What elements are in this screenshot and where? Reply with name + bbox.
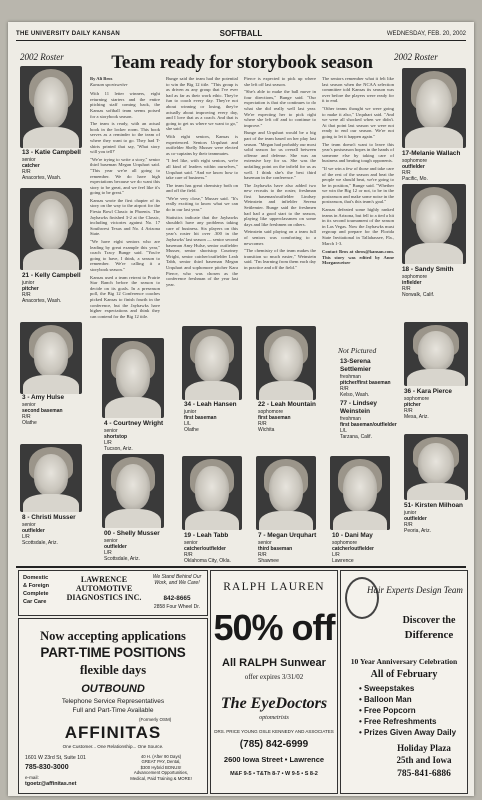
section-name: SOFTBALL (219, 29, 263, 38)
jobs-sub2: Full and Part-Time Available (72, 707, 154, 714)
affinitas-benefits: 40 H. (After 90 Days) GREAT PAY, Dental, $300 Hybrid BONUS! Advancement Opportunities, Medical, Paid Training & MORE! (130, 754, 192, 781)
photo-leah-hansen (182, 326, 242, 400)
caption-leah-mountain: 22 - Leah Mountain sophomore first baseman R/R Wichita (258, 401, 316, 433)
photo-dani-may (330, 456, 390, 530)
ad-affinitas-jobs (18, 618, 208, 794)
auto-address: 2858 Four Wheel Dr. (153, 604, 201, 610)
hair-anniversary: 10 Year Anniversary Celebration (350, 657, 458, 666)
photo-amy-hulse (20, 322, 82, 394)
newspaper-page (8, 22, 474, 796)
caption-katie-campbell: 13 - Katie Campbell senior catcher R/R Anacortes, Wash. (22, 149, 81, 181)
caption-kelly-campbell: 21 - Kelly Campbell junior pitcher R/R Anacortes, Wash. (22, 272, 81, 304)
eyedoctors-phone: (785) 842-6999 (239, 739, 309, 750)
auto-slogan: We Stand Behind Our Work, and We Care! (152, 574, 202, 586)
caption-shelly-musser: 00 - Shelly Musser senior outfielder L/R Scottsdale, Ariz. (104, 530, 160, 562)
hair-tag1: Discover the (402, 615, 456, 626)
jobs-line3: flexible days (79, 663, 147, 677)
not-pictured-label: Not Pictured (338, 346, 377, 355)
photo-christi-musser (20, 444, 82, 512)
eyedoctors-docs: DRS. PRICE YOUNG OSLE KENNEDY AND ASSOCIATES (214, 729, 334, 734)
ad-lawrence-automotive (18, 570, 208, 616)
roster-label-right: 2002 Roster (394, 52, 438, 62)
hair-item: • Free Refreshments (359, 717, 437, 726)
hair-brand: Hair Experts Design Team (367, 585, 463, 595)
photo-leah-mountain (256, 326, 316, 400)
hair-item: • Free Popcorn (359, 706, 416, 715)
jobs-sub: Telephone Service Representatives (61, 698, 165, 705)
caption-amy-hulse: 3 - Amy Hulse senior second baseman R/R Olathe (22, 394, 65, 426)
hair-item: • Sweepstakes (359, 684, 415, 693)
caption-sandy-smith: 18 - Sandy Smith sophomore infielder R/R Norwalk, Calif. (402, 266, 454, 298)
issue-date: WEDNESDAY, FEB. 20, 2002 (386, 31, 466, 37)
photo-megan-urquhart (256, 456, 316, 530)
affinitas-tagline: One Customer... One Relationship... One Source. (62, 744, 164, 749)
caption-kara-pierce: 36 - Kara Pierce sophomore pitcher R/R Mesa, Ariz. (404, 388, 452, 420)
eyedoctors-logo: The EyeDoctors (220, 695, 328, 712)
paper-name: THE UNIVERSITY DAILY KANSAN (16, 31, 121, 37)
ralph-line: All RALPH Sunwear (222, 657, 326, 669)
section-divider (16, 566, 466, 568)
auto-phone: 842-8665 (163, 595, 191, 602)
hair-phone: 785-841-6886 (397, 769, 451, 779)
caption-melanie-wallach: 17-Melanie Wallach sophomore outfielder R/R Pacific, Mo. (402, 150, 461, 182)
hair-month: All of February (370, 669, 438, 680)
caption-kirsten-milhoan: 51- Kirsten Milhoan junior outfielder R/R Peoria, Ariz. (404, 502, 463, 534)
eyedoctors-address: 2600 Iowa Street • Lawrence (223, 755, 325, 764)
caption-dani-may: 10 - Dani May sophomore catcher/outfielder L/R Lawrence (332, 532, 374, 564)
hair-tag2: Difference (404, 629, 454, 641)
photo-kelly-campbell (20, 188, 82, 270)
hair-item: • Balloon Man (359, 695, 412, 704)
article-column-2: Bunge said the team had the potential to win the Big 12 title. "This group is as driven as any group that I've ever had as far as their work ethic. They're fun to coach every day. They're not about winning or losing, they're actually about improving every day, and I love that as a coach. And that is going to get us where we want to go," she said. With eight seniors, Kansas is experienced. Seniors Urquhart and outfielder Shelly Musser were elected as co-captains by their teammates. "I feel like, with eight seniors, we're all kind of leaders within ourselves," Urquhart said. "And we know how to take care of business." The team has great chemistry both on and off the field. "We're very close," Musser said. "It's really exciting to know what we can do in our last year." Statistics indicate that the Jayhawks shouldn't have any problems taking care of business. Six players on this year's roster hit over .300 in the Jayhawks' last season — senior second baseman Amy Hulse, senior outfielder Musser, senior shortstop Courtney Wright, senior catcher/outfielder Leah Tabb, senior third baseman Megan Urquhart and sophomore pitcher Kara Pierce, who was chosen as the conference freshman of the year last year. (166, 76, 238, 287)
jobs-line2: PART-TIME POSITIONS (40, 645, 186, 660)
ralph-brand: RALPH LAUREN (223, 581, 325, 593)
hair-items (359, 683, 456, 738)
auto-services: Domestic & Foreign Complete Car Care (23, 575, 50, 605)
affinitas-email-label: e-mail: (25, 775, 39, 780)
photo-kirsten-milhoan (404, 434, 468, 500)
hair-item: • Prizes Given Away Daily (359, 728, 457, 737)
eyedoctors-sub: optometrists (259, 715, 289, 721)
affinitas-phone: 785-830-3000 (25, 764, 69, 771)
caption-leah-hansen: 34 - Leah Hansen junior first baseman L/L Olathe (184, 401, 237, 433)
caption-serena-settlemier: 13-Serena Settlemier freshman pitcher/first baseman R/R Kelso, Wash. (340, 358, 391, 398)
photo-sandy-smith (402, 184, 466, 264)
caption-leah-tabb: 19 - Leah Tabb senior catcher/outfielder R/R Oklahoma City, Okla. (184, 532, 231, 564)
caption-courtney-wright: 4 - Courtney Wright senior shortstop L/R Tucson, Ariz. (104, 420, 164, 452)
photo-courtney-wright (102, 338, 164, 418)
hair-experts-logo-swirl (345, 577, 379, 619)
caption-christi-musser: 8 - Christi Musser senior outfielder L/R Scottsdale, Ariz. (22, 514, 76, 546)
ad-hair-experts (340, 570, 468, 794)
roster-label-left: 2002 Roster (20, 52, 64, 62)
auto-name: LAWRENCE AUTOMOTIVE DIAGNOSTICS INC. (66, 575, 142, 602)
eyedoctors-hours: M&F 9-5 • T&Th 8-7 • W 9-5 • S 8-2 (230, 771, 318, 777)
affinitas-address: 1601 W 23rd St, Suite 101 (25, 755, 86, 761)
caption-lindsey-weinstein: 77 - Lindsey Weinstein freshman first baseman/outfielder L/L Tarzana, Calif. (340, 400, 397, 440)
affinitas-email: tgoetz@affinitas.net (25, 781, 77, 787)
hair-location1: Holiday Plaza (397, 743, 451, 753)
byline-name: By Ali Bros (90, 76, 113, 81)
hair-location2: 25th and Iowa (396, 755, 452, 765)
ad-ralph-lauren (210, 570, 338, 794)
photo-kara-pierce (404, 322, 468, 386)
jobs-formerly: (Formerly OSM) (139, 717, 172, 722)
page-header (16, 28, 466, 41)
photo-katie-campbell (20, 66, 82, 148)
headline: Team ready for storybook season (111, 52, 373, 73)
caption-megan-urquhart: 7 - Megan Urquhart senior third baseman R/R Shawnee (258, 532, 317, 564)
byline-title: Kansan sportswriter (90, 81, 128, 87)
jobs-brand: OUTBOUND (81, 683, 145, 695)
ralph-expires: offer expires 3/31/02 (244, 673, 304, 681)
article-column-3: Pierce is expected to pick up where she left off last season. "She's able to make the ball move in four directions," Bunge said. "Our expectation is that she continues to do what she did really well last year. We're expecting her to pick right where she left off and to continue to improve." Bunge and Urquhart would be a big part of the team based on her play last season. "Megan had probably our most solid season for us overall between offense and defense. She was an extensive key for us. She was the unfailing point on the infield for us as well. I think she's the best third baseman in the conference." The Jayhawks have also added two new recruits to the roster, freshman first baseman/outfielder Lindsey Weinstein and infielder Serena Settlemier. Bunge said the freshmen had had a good start to the season, playing like upperclassmen on some days and like freshmen on others. Weinstein said playing on a team full of seniors was comforting to a newcomer. "The chemistry of the team makes the transition so much easier," Weinstein said. "I'm learning from them each day in practice and off the field." (244, 76, 316, 270)
affinitas-logo: AFFINITAS (64, 723, 162, 742)
article-contact: Contact Bros at sbros@kansan.com. This story was edited by Anne Morganweiser (322, 249, 394, 266)
article-column-1: By Ali Bros Kansan sportswriter With 11 letter winners, eight returning starters and the entire pitching staff coming back, the Kansas softball team seems poised for a storybook season. The team is ready, with an actual book in the locker room. This book serves as a reminder to the team of where they want to go. They had T-shirts printed that say, 'What story will you tell?' "We're trying to write a story," senior third baseman Megan Urquhart said. "This year we're all going to remember. We do have high expectations because we do want this story to be great, and we feel like it's going to be great." Kansas wrote the first chapter of its story on the way to the airport for the Fiesta Bowl Classic in Phoenix. The Jayhawks finished 3-2 at the Classic, including victories against No. 17 Southwest Texas and No. 4 Arizona State. "We have eight seniors who are leading by great example this year," coach Tracy Bunge said. "You're going to have, I think, a season to remember. We're calling it a storybook season." Kansas used a team retreat to Prairie Star Ranch before the season to decide on its goals. In a preseason poll, the Big 12 Conference coaches picked Kansas to finish fourth in the conference, but the Jayhawks have higher expectations and think they can contend for the Big 12 title. (90, 76, 160, 319)
article-column-4: The seniors remember what it felt like last season when the NCAA selection committee told Kansas its season was over before the players were ready for it to end. "Other teams thought we were going to make it also," Urquhart said. "And we were all shocked when we didn't. At that point last season we were not ready to end our season. We're not going to let it happen again." The team doesn't want to leave this year's postseason hopes in the hands of someone else by taking care of business and beating tough opponents. "If we win a few of those and take care of the rest of the season and beat the people we should beat, we're going to be in position," Bunge said. "Whether we win the Big 12 or not, to be in the postseason and make some noise in the postseason, that's this team's goal." Kansas defeated some highly ranked teams in Arizona, but fell to a tied a hit in its second tournament of the season in Las Vegas. Now the Jayhawks must regroup and prepare for the Florida State Invitational in Tallahassee, Fla., March 1-3. Contact Bros at sbros@kansan.com. This story was edited by Anne Morganweiser (322, 76, 394, 266)
ralph-discount: 50% off (213, 607, 335, 648)
jobs-line1: Now accepting applications (40, 629, 186, 643)
photo-melanie-wallach (402, 68, 466, 148)
photo-shelly-musser (102, 454, 164, 528)
photo-leah-tabb (182, 456, 242, 530)
